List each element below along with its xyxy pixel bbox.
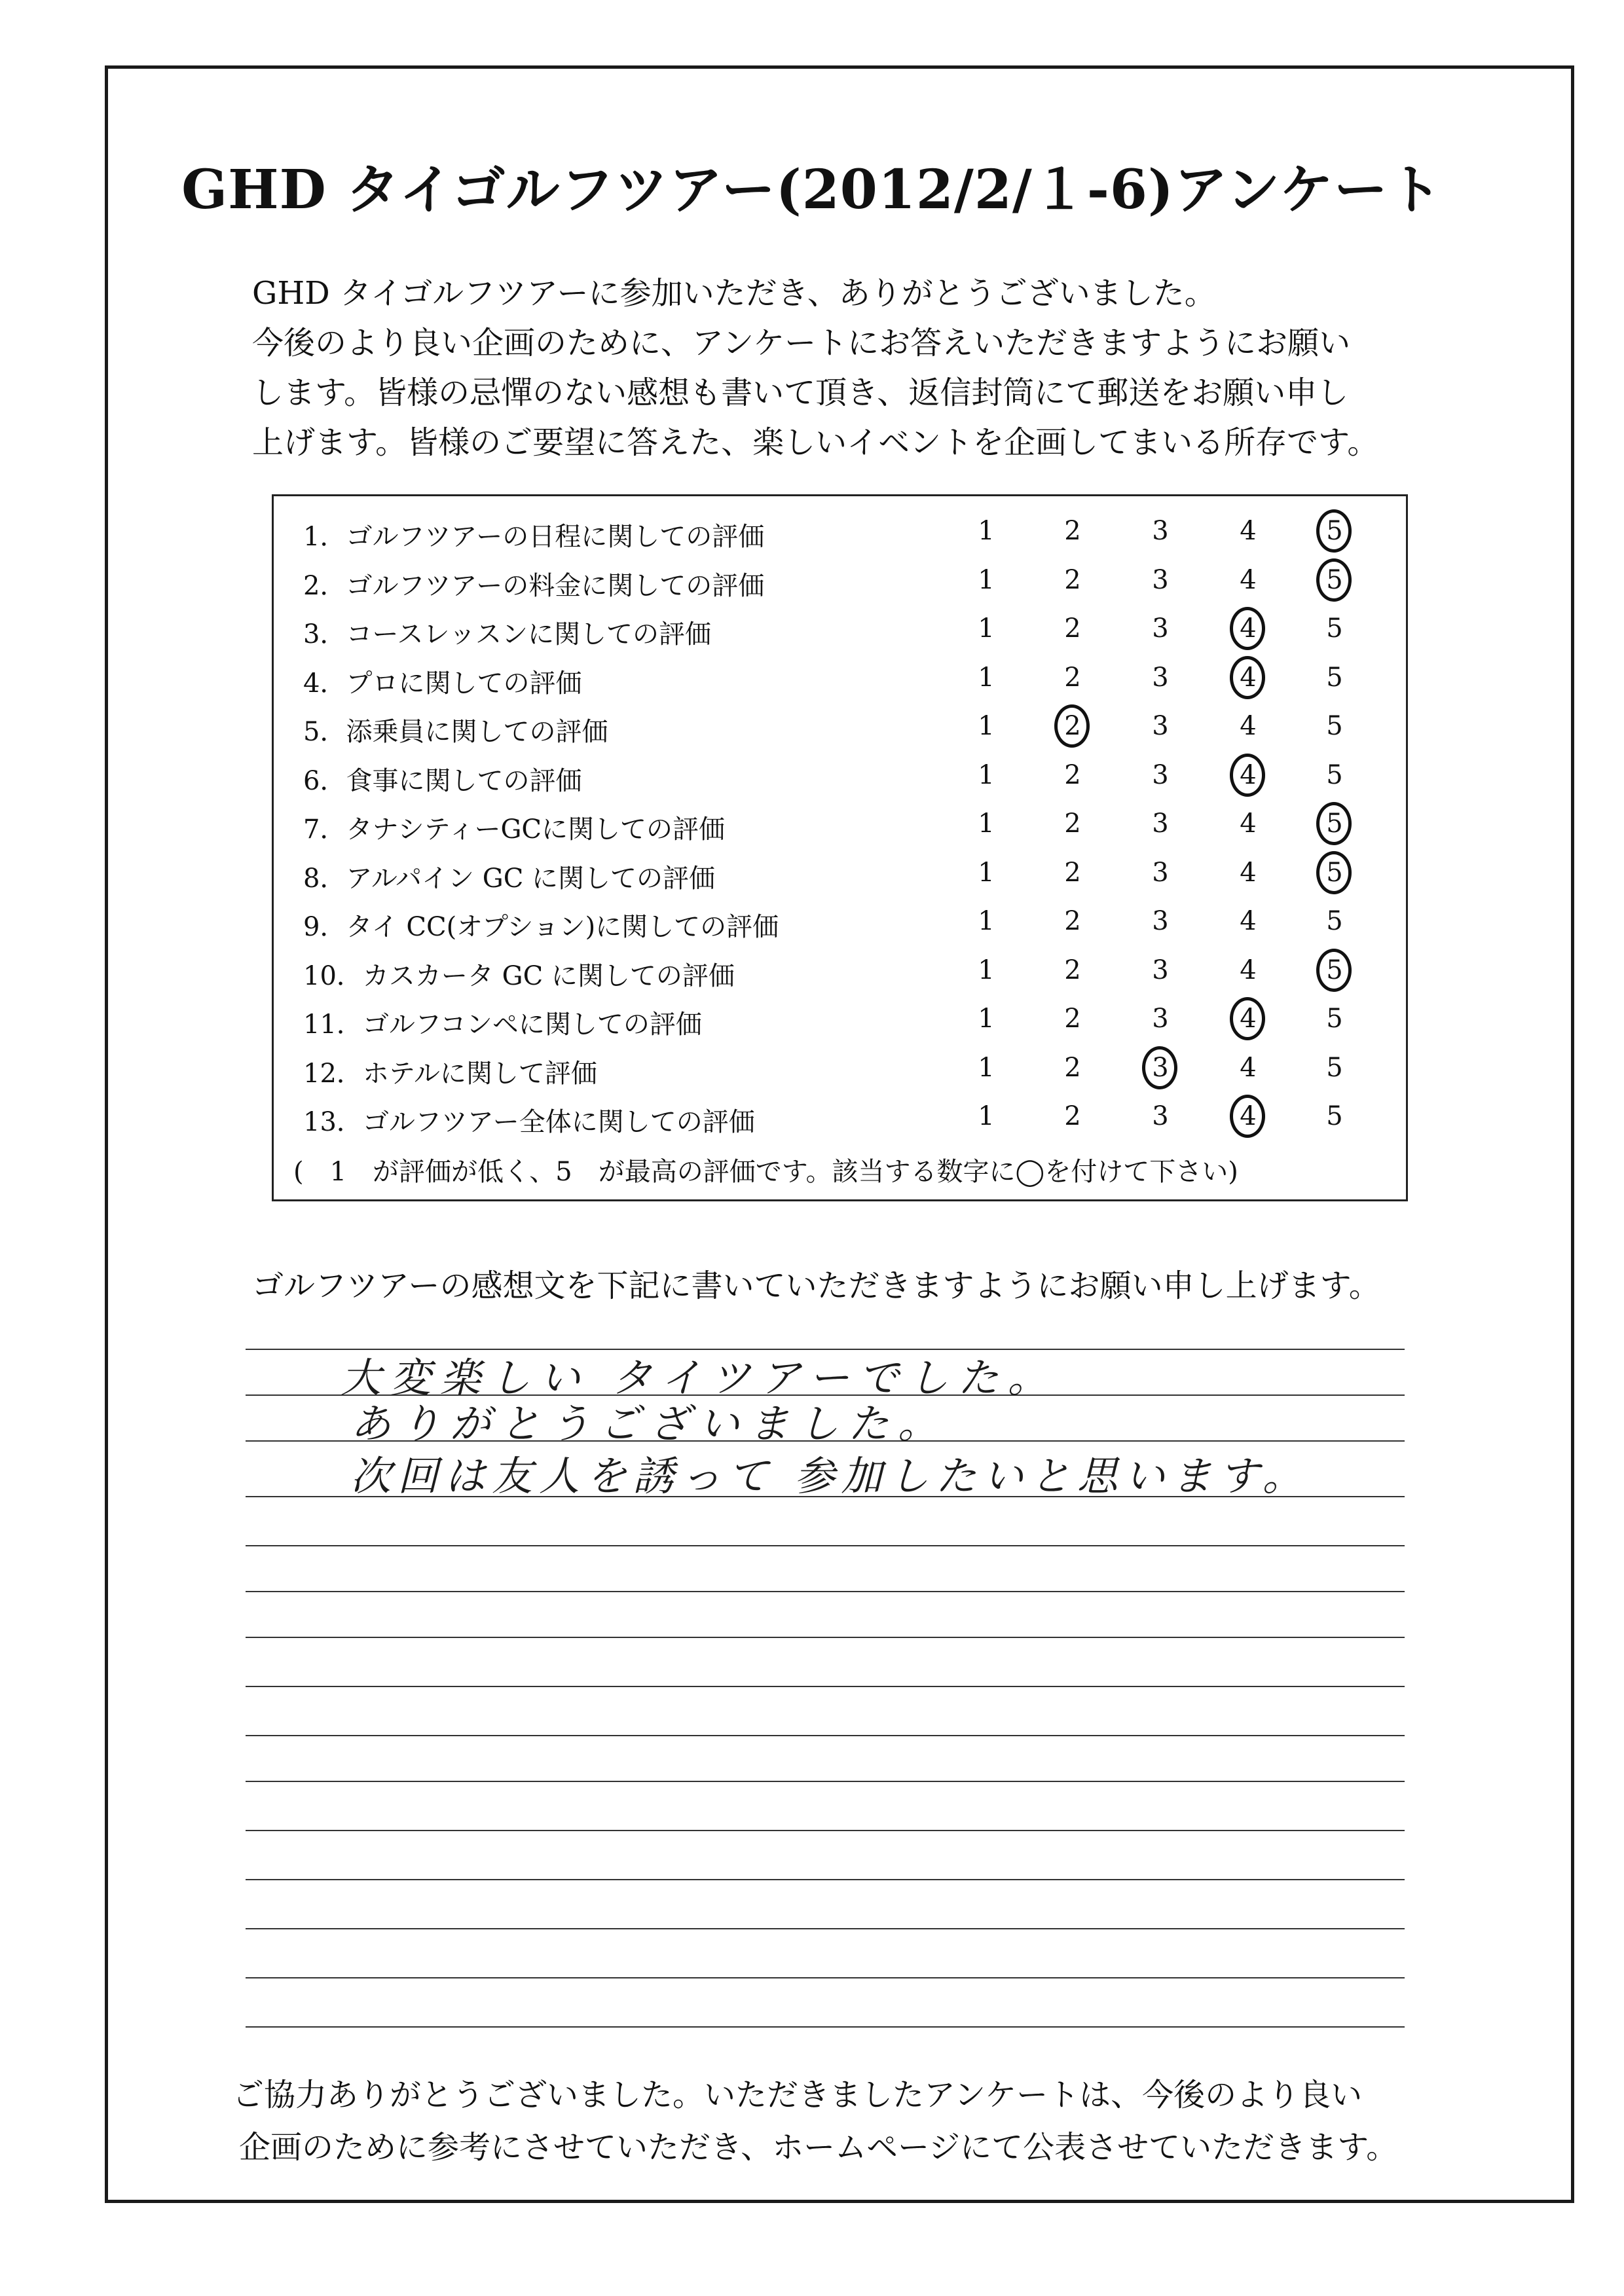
rating-row	[274, 950, 1406, 998]
handwritten-comment-line: 大変楽しい タイツアーでした。	[341, 1354, 1058, 1402]
survey-title: GHD タイゴルフツアー(2012/2/１-6)アンケート	[181, 158, 1443, 221]
rating-option-selected[interactable]: 4	[1228, 613, 1268, 644]
rating-option[interactable]: 3	[1152, 564, 1169, 595]
rating-row	[274, 1096, 1406, 1144]
rating-table	[272, 494, 1408, 1201]
rating-option-selected[interactable]: 4	[1228, 663, 1268, 693]
ruled-line	[246, 1879, 1405, 1880]
ruled-line	[246, 1591, 1405, 1592]
question-label: 13．ゴルフツアー全体に関しての評価	[303, 1107, 755, 1137]
rating-option[interactable]: 3	[1152, 711, 1169, 741]
rating-option[interactable]: 3	[1152, 857, 1169, 888]
rating-option[interactable]: 5	[1326, 1052, 1343, 1083]
intro-line: 上げます。皆様のご要望に答えた、楽しいイベントを企画してまいる所存です。	[252, 424, 1379, 461]
rating-option-selected[interactable]: 5	[1315, 565, 1354, 595]
question-label: 1．ゴルフツアーの日程に関しての評価	[303, 522, 765, 552]
rating-option[interactable]: 1	[978, 857, 995, 888]
rating-option[interactable]: 1	[978, 759, 995, 790]
rating-option[interactable]: 3	[1152, 1101, 1169, 1131]
rating-option-selected[interactable]: 5	[1315, 809, 1354, 839]
rating-row	[274, 998, 1406, 1047]
rating-option[interactable]: 4	[1240, 516, 1257, 546]
ruled-line	[246, 1735, 1405, 1736]
rating-option[interactable]: 4	[1240, 809, 1257, 839]
ruled-line	[246, 1977, 1405, 1978]
rating-row	[274, 852, 1406, 901]
rating-option-selected[interactable]: 5	[1315, 516, 1354, 546]
rating-option[interactable]: 1	[978, 955, 995, 985]
ruled-line	[246, 1545, 1405, 1546]
rating-option[interactable]: 2	[1064, 857, 1081, 888]
handwritten-comment-line: ありがとうございました。	[350, 1400, 948, 1448]
ruled-line	[246, 1686, 1405, 1687]
rating-option[interactable]: 1	[978, 662, 995, 693]
closing-text	[232, 2069, 1477, 2174]
rating-row	[274, 803, 1406, 852]
rating-row	[274, 657, 1406, 706]
rating-option[interactable]: 2	[1064, 809, 1081, 839]
question-label: 4．プロに関しての評価	[303, 668, 582, 699]
closing-line: 企画のために参考にさせていただき、ホームページにて公表させていただきます。	[239, 2129, 1398, 2166]
rating-option-selected[interactable]: 4	[1228, 760, 1268, 790]
rating-row	[274, 901, 1406, 949]
rating-option[interactable]: 2	[1064, 1004, 1081, 1034]
rating-option[interactable]: 2	[1064, 613, 1081, 644]
rating-option[interactable]: 5	[1326, 1101, 1343, 1131]
rating-option[interactable]: 2	[1064, 662, 1081, 693]
rating-instructions: ( 1 が評価が低く、5 が最高の評価です。該当する数字に◯を付けて下さい)	[293, 1157, 1238, 1187]
ruled-line	[246, 1781, 1405, 1782]
rating-option[interactable]: 1	[978, 564, 995, 595]
rating-option[interactable]: 3	[1152, 955, 1169, 985]
question-label: 6．食事に関しての評価	[303, 765, 582, 796]
rating-option[interactable]: 4	[1240, 906, 1257, 936]
question-label: 9．タイ CC(オプション)に関しての評価	[303, 912, 779, 942]
rating-option[interactable]: 2	[1064, 564, 1081, 595]
rating-option[interactable]: 3	[1152, 809, 1169, 839]
rating-option[interactable]: 1	[978, 711, 995, 741]
rating-option[interactable]: 1	[978, 906, 995, 936]
handwritten-comment-line: 次回は友人を誘って 参加したいと思います。	[350, 1452, 1310, 1500]
rating-option[interactable]: 4	[1240, 955, 1257, 985]
question-label: 2．ゴルフツアーの料金に関しての評価	[303, 570, 765, 601]
rating-option[interactable]: 2	[1064, 759, 1081, 790]
rating-option-selected[interactable]: 2	[1053, 711, 1092, 741]
rating-option[interactable]: 2	[1064, 1052, 1081, 1083]
rating-row	[274, 755, 1406, 803]
question-label: 10．カスカータ GC に関しての評価	[303, 960, 735, 991]
rating-option[interactable]: 5	[1326, 1004, 1343, 1034]
rating-option[interactable]: 1	[978, 1052, 995, 1083]
question-label: 12．ホテルに関して評価	[303, 1058, 597, 1089]
rating-option[interactable]: 5	[1326, 711, 1343, 741]
rating-option-selected[interactable]: 3	[1141, 1053, 1180, 1083]
question-label: 5．添乗員に関しての評価	[303, 717, 608, 747]
rating-option[interactable]: 3	[1152, 1004, 1169, 1034]
intro-line: GHD タイゴルフツアーに参加いただき、ありがとうございました。	[252, 275, 1216, 312]
rating-option[interactable]: 5	[1326, 759, 1343, 790]
rating-option[interactable]: 3	[1152, 759, 1169, 790]
question-label: 3．コースレッスンに関しての評価	[303, 619, 712, 649]
rating-option-selected[interactable]: 5	[1315, 858, 1354, 888]
rating-option[interactable]: 2	[1064, 906, 1081, 936]
comment-prompt: ゴルフツアーの感想文を下記に書いていただきますようにお願い申し上げます。	[252, 1267, 1380, 1304]
ruled-line	[246, 1637, 1405, 1638]
ruled-line	[246, 1830, 1405, 1831]
rating-option[interactable]: 2	[1064, 516, 1081, 546]
rating-option-selected[interactable]: 4	[1228, 1004, 1268, 1034]
rating-option[interactable]: 4	[1240, 564, 1257, 595]
rating-option[interactable]: 4	[1240, 1052, 1257, 1083]
rating-option[interactable]: 2	[1064, 1101, 1081, 1131]
question-label: 11．ゴルフコンペに関しての評価	[303, 1010, 702, 1040]
rating-option[interactable]: 5	[1326, 613, 1343, 644]
intro-line: します。皆様の忌憚のない感想も書いて頂き、返信封筒にて郵送をお願い申し	[252, 374, 1349, 411]
rating-option[interactable]: 2	[1064, 955, 1081, 985]
question-label: 7．タナシティーGCに関しての評価	[303, 814, 726, 845]
rating-row	[274, 706, 1406, 754]
intro-line: 今後のより良い企画のために、アンケートにお答えいただきますようにお願い	[252, 325, 1351, 361]
rating-option[interactable]: 5	[1326, 662, 1343, 693]
rating-option[interactable]: 4	[1240, 857, 1257, 888]
rating-option[interactable]: 3	[1152, 906, 1169, 936]
rating-row	[274, 511, 1406, 559]
rating-option[interactable]: 3	[1152, 516, 1169, 546]
rating-option-selected[interactable]: 5	[1315, 955, 1354, 985]
rating-option[interactable]: 1	[978, 613, 995, 644]
closing-line: ご協力ありがとうございました。いただきましたアンケートは、今後のより良い	[232, 2077, 1363, 2113]
rating-option[interactable]: 1	[978, 809, 995, 839]
rating-option[interactable]: 1	[978, 1004, 995, 1034]
rating-option[interactable]: 4	[1240, 711, 1257, 741]
rating-row	[274, 560, 1406, 608]
rating-option-selected[interactable]: 4	[1228, 1101, 1268, 1131]
rating-option[interactable]: 5	[1326, 906, 1343, 936]
question-label: 8．アルパイン GC に関しての評価	[303, 863, 716, 894]
rating-option[interactable]: 1	[978, 1101, 995, 1131]
rating-row	[274, 608, 1406, 657]
rating-option[interactable]: 3	[1152, 662, 1169, 693]
ruled-line	[246, 2026, 1405, 2028]
rating-row	[274, 1048, 1406, 1096]
ruled-line	[246, 1928, 1405, 1929]
rating-option[interactable]: 3	[1152, 613, 1169, 644]
intro-text	[252, 268, 1431, 467]
rating-option[interactable]: 1	[978, 516, 995, 546]
